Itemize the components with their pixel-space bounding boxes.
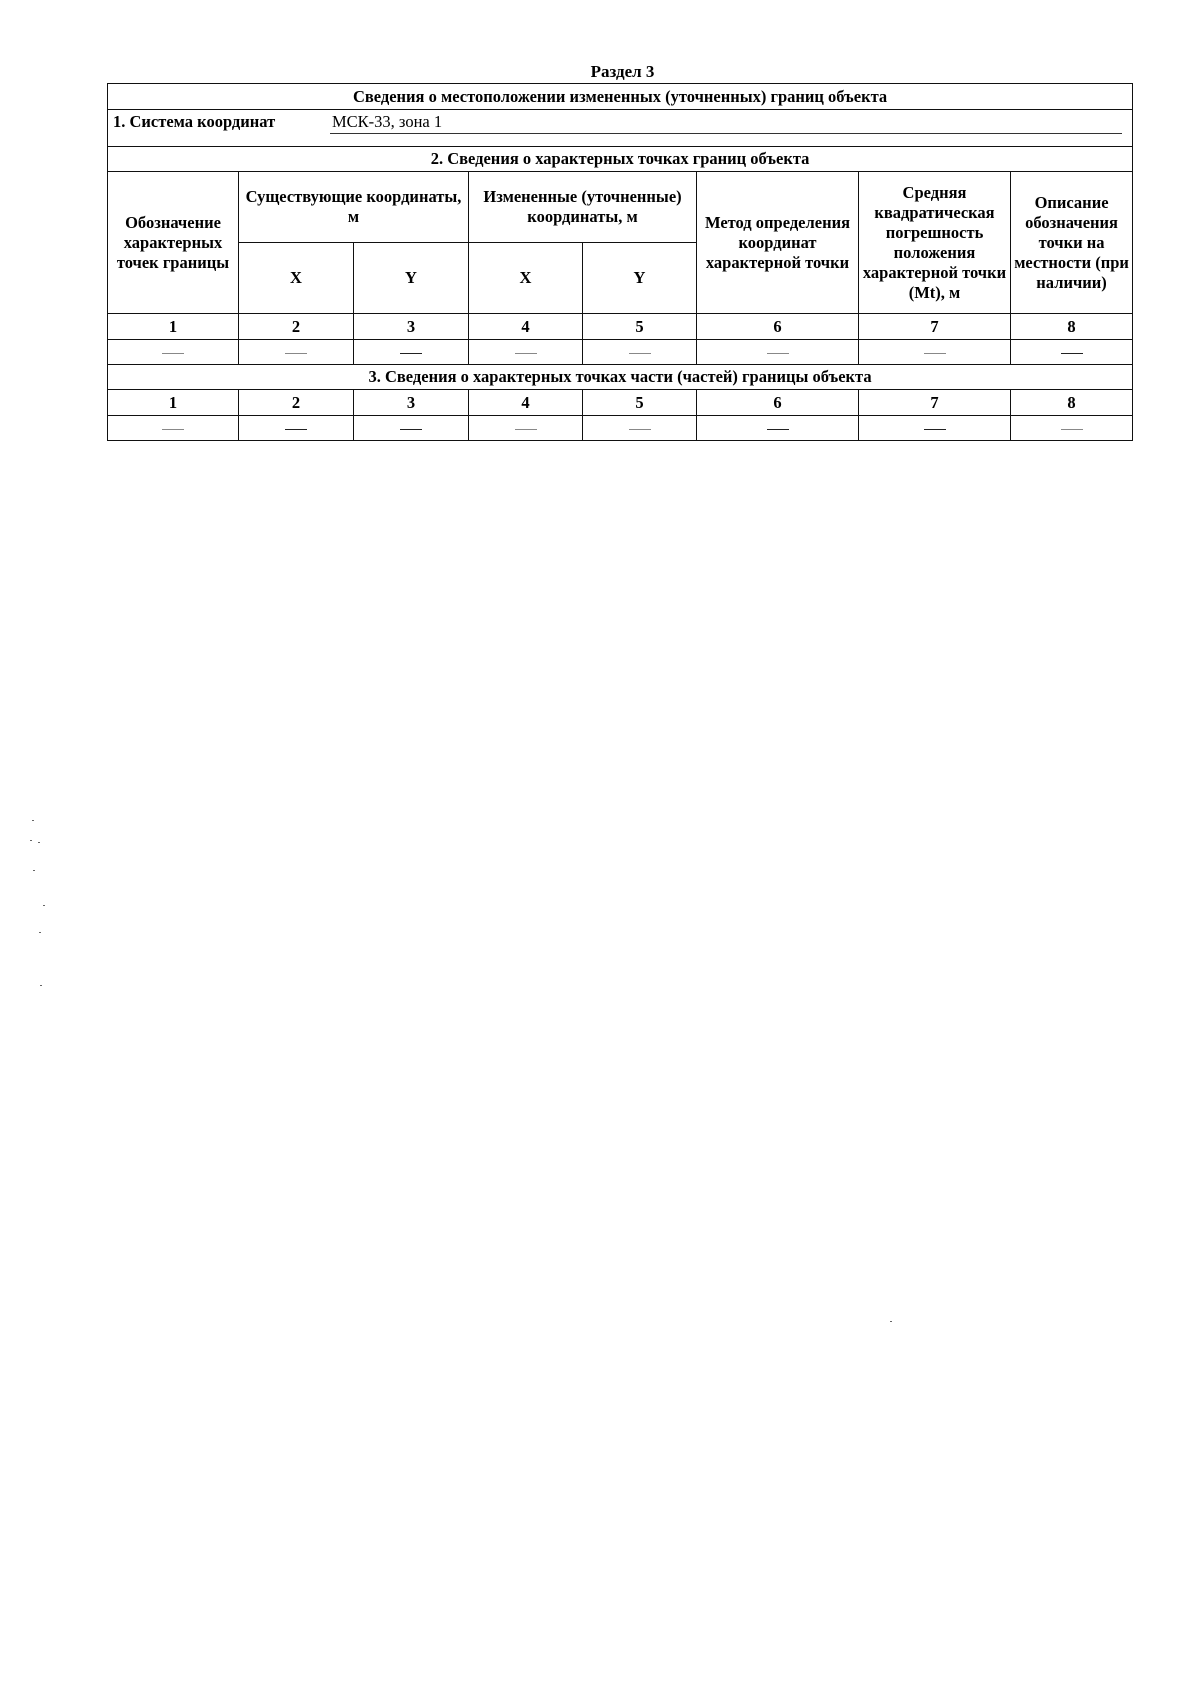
dash-mark (629, 353, 651, 354)
column-number: 4 (469, 390, 583, 416)
scan-speck (38, 842, 40, 843)
empty-cell (354, 340, 469, 365)
empty-cell (469, 416, 583, 441)
header-existing-x: X (239, 243, 354, 314)
parts-block-title: 3. Сведения о характерных точках части (частей) границы объекта (108, 365, 1133, 390)
scan-speck (33, 870, 35, 871)
column-number: 7 (859, 314, 1011, 340)
parts-column-numbers (108, 390, 1133, 416)
points-empty-row (108, 340, 1133, 365)
empty-cell (108, 340, 239, 365)
header-changed-coords: Измененные (уточненные) координаты, м (469, 172, 697, 243)
dash-mark (162, 429, 184, 430)
empty-cell (354, 416, 469, 441)
header-method: Метод определения координат характерной точки (697, 172, 859, 314)
dash-mark (767, 429, 789, 430)
points-column-numbers (108, 314, 1133, 340)
empty-cell (1011, 416, 1133, 441)
column-number: 5 (583, 314, 697, 340)
dash-mark (162, 353, 184, 354)
dash-mark (285, 429, 307, 430)
dash-mark (1061, 429, 1083, 430)
empty-cell (239, 416, 354, 441)
column-number: 6 (697, 390, 859, 416)
table-title: Сведения о местоположении измененных (уточненных) границ объекта (108, 84, 1133, 110)
empty-cell (859, 340, 1011, 365)
column-number: 8 (1011, 314, 1133, 340)
scan-speck (32, 820, 34, 821)
section-title: Раздел 3 (590, 62, 655, 81)
column-number: 2 (239, 314, 354, 340)
header-error: Средняя квадратическая погрешность положения характерной точки (Mt), м (859, 172, 1011, 314)
header-changed-y: Y (583, 243, 697, 314)
dash-mark (924, 353, 946, 354)
column-number: 3 (354, 390, 469, 416)
coordinate-system-label: 1. Система координат (113, 112, 276, 131)
parts-empty-row (108, 416, 1133, 441)
dash-mark (1061, 353, 1083, 354)
empty-cell (469, 340, 583, 365)
scan-speck (890, 1321, 892, 1322)
empty-cell (583, 340, 697, 365)
column-number: 4 (469, 314, 583, 340)
dash-mark (515, 429, 537, 430)
value-underline (330, 133, 1122, 134)
column-number: 3 (354, 314, 469, 340)
dash-mark (400, 353, 422, 354)
empty-cell (697, 340, 859, 365)
header-description: Описание обозначения точки на местности (при наличии) (1011, 172, 1133, 314)
column-number: 7 (859, 390, 1011, 416)
boundary-table (107, 83, 1133, 441)
column-number: 5 (583, 390, 697, 416)
empty-cell (859, 416, 1011, 441)
column-number: 1 (108, 390, 239, 416)
empty-cell (239, 340, 354, 365)
points-block-title: 2. Сведения о характерных точках границ объекта (108, 147, 1133, 172)
dash-mark (515, 353, 537, 354)
header-existing-coords: Существующие координаты, м (239, 172, 469, 243)
empty-cell (583, 416, 697, 441)
empty-cell (697, 416, 859, 441)
header-designation: Обозначение характерных точек границы (108, 172, 239, 314)
empty-cell (1011, 340, 1133, 365)
scan-speck (43, 905, 45, 906)
dash-mark (767, 353, 789, 354)
scan-speck (39, 932, 41, 933)
dash-mark (924, 429, 946, 430)
column-number: 1 (108, 314, 239, 340)
coordinate-system-value: МСК-33, зона 1 (332, 112, 443, 131)
dash-mark (400, 429, 422, 430)
coordinate-system-row (108, 110, 1133, 147)
scan-speck (40, 985, 42, 986)
scan-speck (30, 840, 32, 841)
empty-cell (108, 416, 239, 441)
dash-mark (629, 429, 651, 430)
header-changed-x: X (469, 243, 583, 314)
column-number: 2 (239, 390, 354, 416)
header-existing-y: Y (354, 243, 469, 314)
column-number: 6 (697, 314, 859, 340)
column-number: 8 (1011, 390, 1133, 416)
dash-mark (285, 353, 307, 354)
